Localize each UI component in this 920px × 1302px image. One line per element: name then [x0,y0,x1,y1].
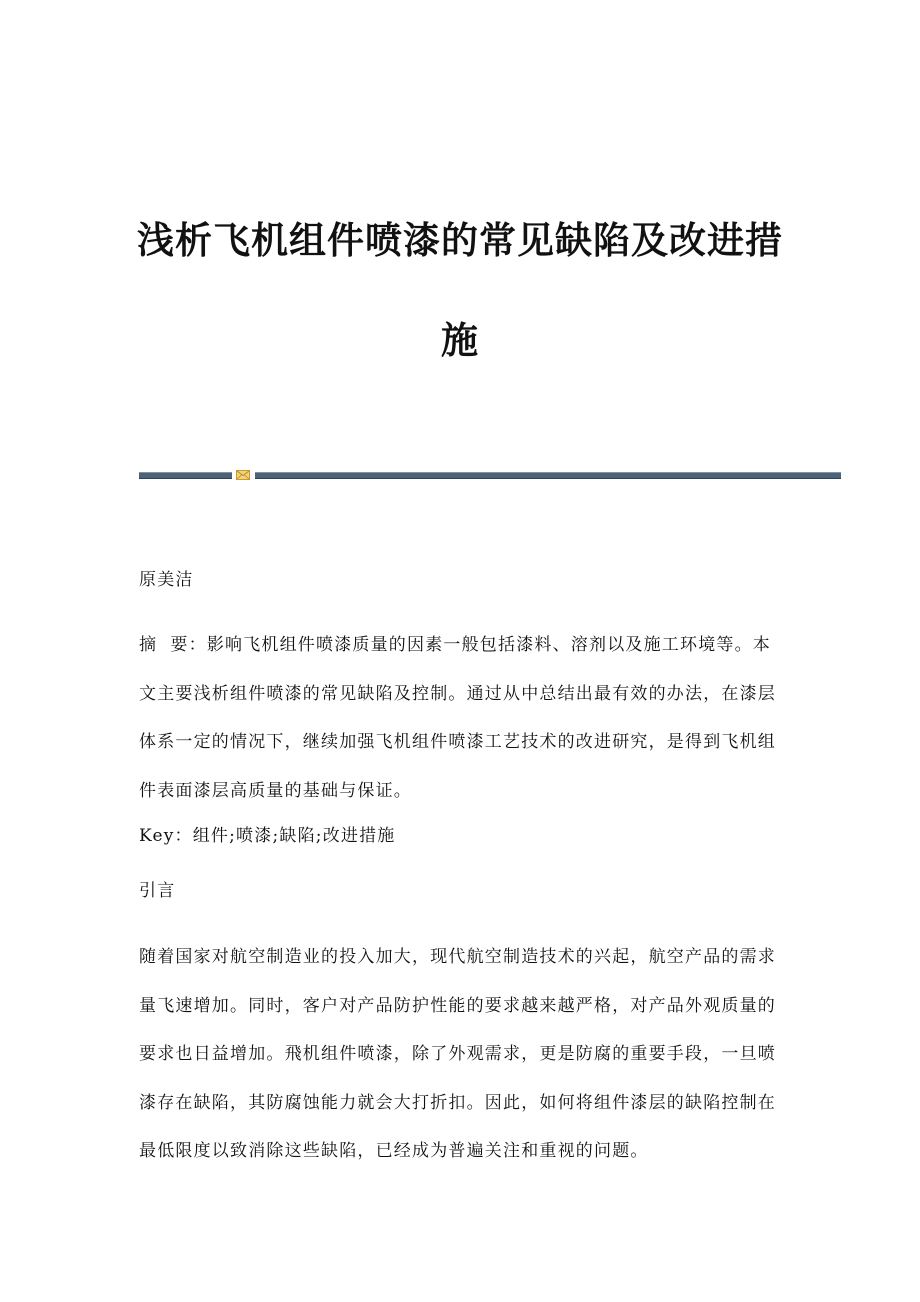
intro-heading: 引言 [139,881,176,901]
divider-bar-right [255,472,841,479]
divider-bar-left [139,472,232,479]
author-name: 原美洁 [139,570,194,590]
document-title-line-1: 浅析飞机组件喷漆的常见缺陷及改进措 [137,218,783,262]
keywords-label: Key： [139,826,193,846]
abstract-label: 摘 要： [139,635,207,655]
intro-paragraph: 随着国家对航空制造业的投入加大，现代航空制造技术的兴起，航空产品的需求量飞速增加。同时，客户对产品防护性能的要求越来越严格，对产品外观质量的要求也日益增加。飛机组件喷漆，除了外观需求，更是防腐的重要手段，一旦喷漆存在缺陷，其防腐蚀能力就会大打折扣。因此，如何将组件漆层的缺陷控制在最低限度以致消除这些缺陷，已经成为普遍关注和重视的问题。 [139,947,776,1161]
keywords-text: 组件;喷漆;缺陷;改进措施 [192,826,396,846]
document-title-line-2: 施 [441,318,479,362]
keywords-line [139,824,779,848]
abstract-paragraph [139,621,779,815]
abstract-text: 影响飞机组件喷漆质量的因素一般包括漆料、溶剂以及施工环境等。本文主要浅析组件喷漆的常见缺陷及控制。通过从中总结出最有效的办法，在漆层体系一定的情况下，继续加强飞机组件喷漆工艺技术的改进研究，是得到飞机组件表面漆层高质量的基础与保证。 [139,635,776,801]
diamond-ornament-icon [236,469,250,481]
title-divider [139,468,841,482]
